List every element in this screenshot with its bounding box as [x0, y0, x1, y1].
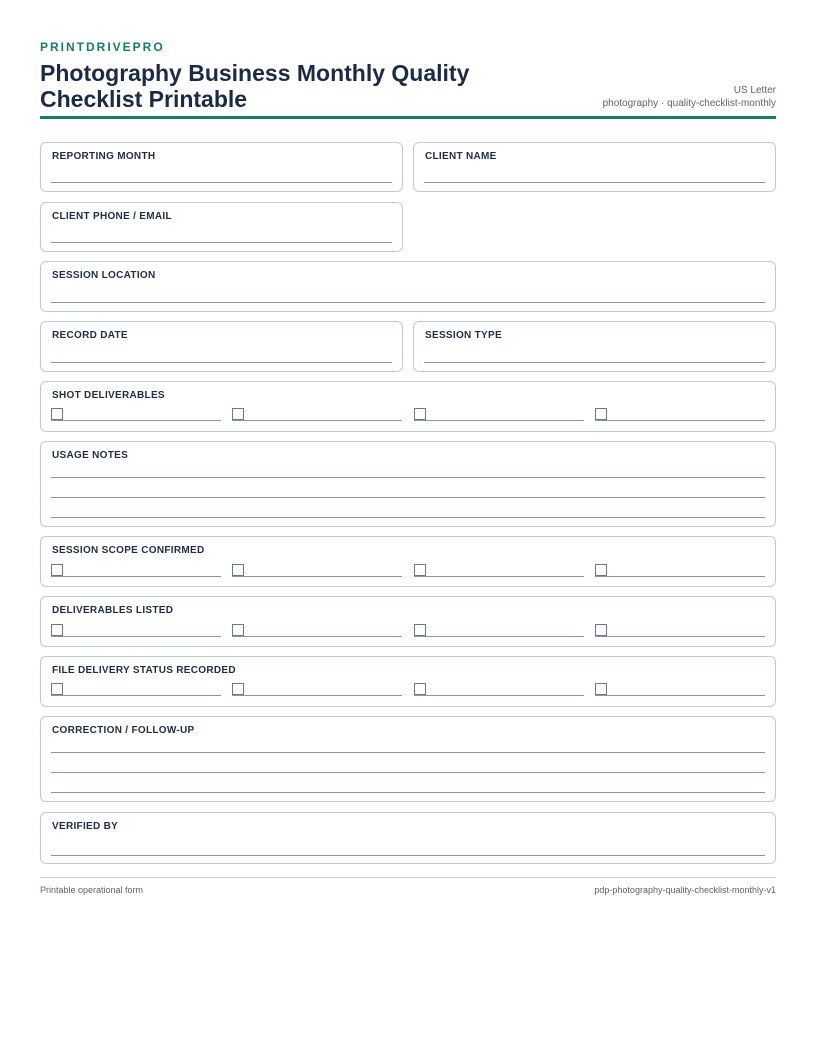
verified-by-label: VERIFIED BY — [52, 821, 119, 832]
usage-notes-field — [40, 441, 776, 527]
client-name-input[interactable] — [424, 182, 765, 183]
checkbox[interactable] — [595, 683, 607, 695]
usage-notes-label: USAGE NOTES — [52, 450, 129, 461]
checkbox[interactable] — [595, 564, 607, 576]
client-contact-input[interactable] — [51, 242, 392, 243]
checkbox[interactable] — [595, 624, 607, 636]
correction-label: CORRECTION / FOLLOW-UP — [52, 725, 195, 736]
checkbox[interactable] — [595, 408, 607, 420]
correction-line[interactable] — [51, 752, 765, 753]
session-type-field — [413, 321, 776, 372]
session-location-field — [40, 261, 776, 312]
checkbox[interactable] — [51, 624, 63, 636]
correction-field — [40, 716, 776, 802]
page-title: Photography Business Monthly Quality Checklist Printable — [40, 60, 470, 112]
checklist-item — [595, 564, 765, 577]
correction-line[interactable] — [51, 772, 765, 773]
checklist-item — [595, 624, 765, 637]
form-tags: photography · quality-checklist-monthly — [602, 98, 776, 109]
session-location-input[interactable] — [51, 302, 765, 303]
reporting-month-field — [40, 142, 403, 192]
record-date-label: RECORD DATE — [52, 330, 128, 341]
shot-deliverables-field — [40, 381, 776, 432]
checkbox[interactable] — [232, 408, 244, 420]
checkbox[interactable] — [51, 564, 63, 576]
checklist-item — [414, 564, 584, 577]
file-delivery-label: FILE DELIVERY STATUS RECORDED — [52, 665, 236, 676]
checklist-item — [414, 683, 584, 696]
form-page — [40, 40, 776, 895]
checklist-item — [232, 683, 402, 696]
record-date-input[interactable] — [51, 362, 392, 363]
checklist-item — [51, 624, 221, 637]
footer — [40, 877, 776, 895]
checkbox[interactable] — [232, 683, 244, 695]
checklist-item — [232, 564, 402, 577]
checklist-item — [232, 624, 402, 637]
checklist-item — [595, 408, 765, 421]
usage-notes-line[interactable] — [51, 477, 765, 478]
deliverables-listed-label: DELIVERABLES LISTED — [52, 605, 174, 616]
brand-name: PRINTDRIVEPRO — [40, 40, 165, 54]
deliverables-listed-field — [40, 596, 776, 647]
checklist-item — [51, 683, 221, 696]
page-meta — [603, 84, 776, 110]
session-type-label: SESSION TYPE — [425, 330, 502, 341]
checkbox[interactable] — [51, 408, 63, 420]
client-contact-field — [40, 202, 403, 252]
scope-confirmed-field — [40, 536, 776, 587]
correction-line[interactable] — [51, 792, 765, 793]
checklist-item — [232, 408, 402, 421]
reporting-month-label: REPORTING MONTH — [52, 151, 156, 162]
reporting-month-input[interactable] — [51, 182, 392, 183]
file-delivery-field — [40, 656, 776, 707]
checklist-item — [595, 683, 765, 696]
session-type-input[interactable] — [424, 362, 765, 363]
checklist-item — [414, 624, 584, 637]
checklist-item — [51, 408, 221, 421]
checklist-item — [414, 408, 584, 421]
shot-deliverables-label: SHOT DELIVERABLES — [52, 390, 165, 401]
checkbox[interactable] — [414, 683, 426, 695]
checkbox[interactable] — [414, 564, 426, 576]
footer-left: Printable operational form — [40, 885, 144, 895]
client-name-label: CLIENT NAME — [425, 151, 497, 162]
checkbox[interactable] — [232, 624, 244, 636]
checkbox[interactable] — [414, 408, 426, 420]
checklist-item — [51, 564, 221, 577]
paper-size: US Letter — [733, 85, 776, 96]
footer-right: pdp-photography-quality-checklist-monthly-v1 — [594, 885, 776, 895]
client-name-field — [413, 142, 776, 192]
verified-by-field — [40, 812, 776, 864]
verified-by-input[interactable] — [51, 855, 765, 856]
checkbox[interactable] — [232, 564, 244, 576]
checkbox[interactable] — [51, 683, 63, 695]
usage-notes-line[interactable] — [51, 497, 765, 498]
client-contact-label: CLIENT PHONE / EMAIL — [52, 211, 172, 222]
header — [40, 40, 776, 119]
scope-confirmed-label: SESSION SCOPE CONFIRMED — [52, 545, 205, 556]
checkbox[interactable] — [414, 624, 426, 636]
record-date-field — [40, 321, 403, 372]
session-location-label: SESSION LOCATION — [52, 270, 156, 281]
usage-notes-line[interactable] — [51, 517, 765, 518]
